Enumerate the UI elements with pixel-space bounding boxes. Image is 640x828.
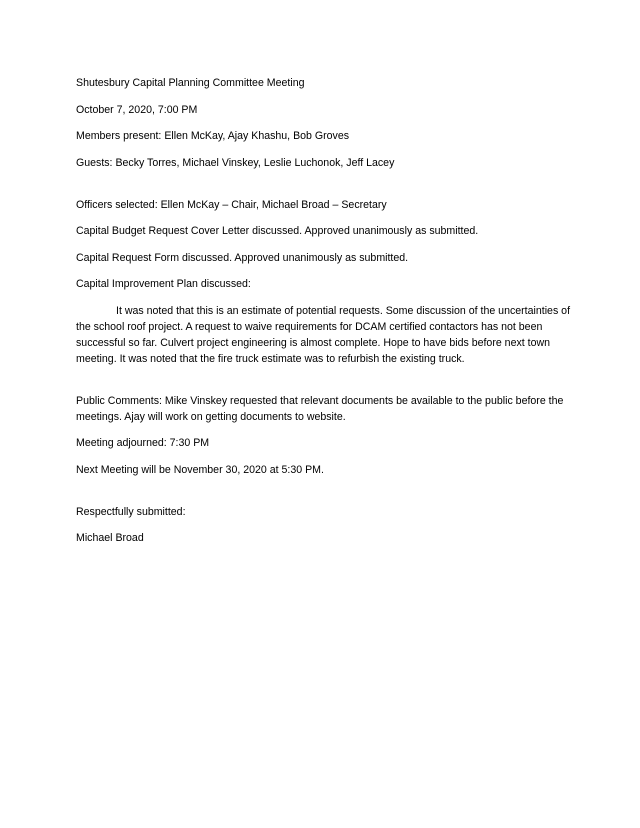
meeting-datetime: October 7, 2020, 7:00 PM xyxy=(76,103,198,116)
submitted-label: Respectfully submitted: xyxy=(76,505,186,518)
improvement-plan-item: Capital Improvement Plan discussed: xyxy=(76,278,251,290)
submitted-by: Michael Broad xyxy=(76,532,144,544)
request-form-item: Capital Request Form discussed. Approved unanimously as submitted. xyxy=(76,251,409,264)
meeting-minutes-page xyxy=(76,75,572,557)
officers-selected: Officers selected: Ellen McKay – Chair, Michael Broad – Secretary xyxy=(76,198,387,211)
members-present: Members present: Ellen McKay, Ajay Khashu, Bob Groves xyxy=(76,130,350,142)
budget-letter-item: Capital Budget Request Cover Letter discussed. Approved unanimously as submitted. xyxy=(76,225,479,237)
guests: Guests: Becky Torres, Michael Vinskey, Leslie Luchonok, Jeff Lacey xyxy=(76,156,395,169)
document-title: Shutesbury Capital Planning Committee Meeting xyxy=(76,77,305,89)
next-meeting: Next Meeting will be November 30, 2020 at 5:30 PM. xyxy=(76,463,324,476)
improvement-plan-discussion: It was noted that this is an estimate of potential requests. Some discussion of the uncertainties of the school roof project. A request to waive requirements for DCAM certified contactors has not been successful so far. Culvert project engineering is almost complete. Hope to have bids before next town meeting. It was noted that the fire truck estimate was to refurbish the existing truck. xyxy=(76,304,571,365)
meeting-adjourned: Meeting adjourned: 7:30 PM xyxy=(76,437,210,449)
public-comments: Public Comments: Mike Vinskey requested that relevant documents be available to the public before the meetings. Ajay will work on getting documents to website. xyxy=(76,394,564,423)
